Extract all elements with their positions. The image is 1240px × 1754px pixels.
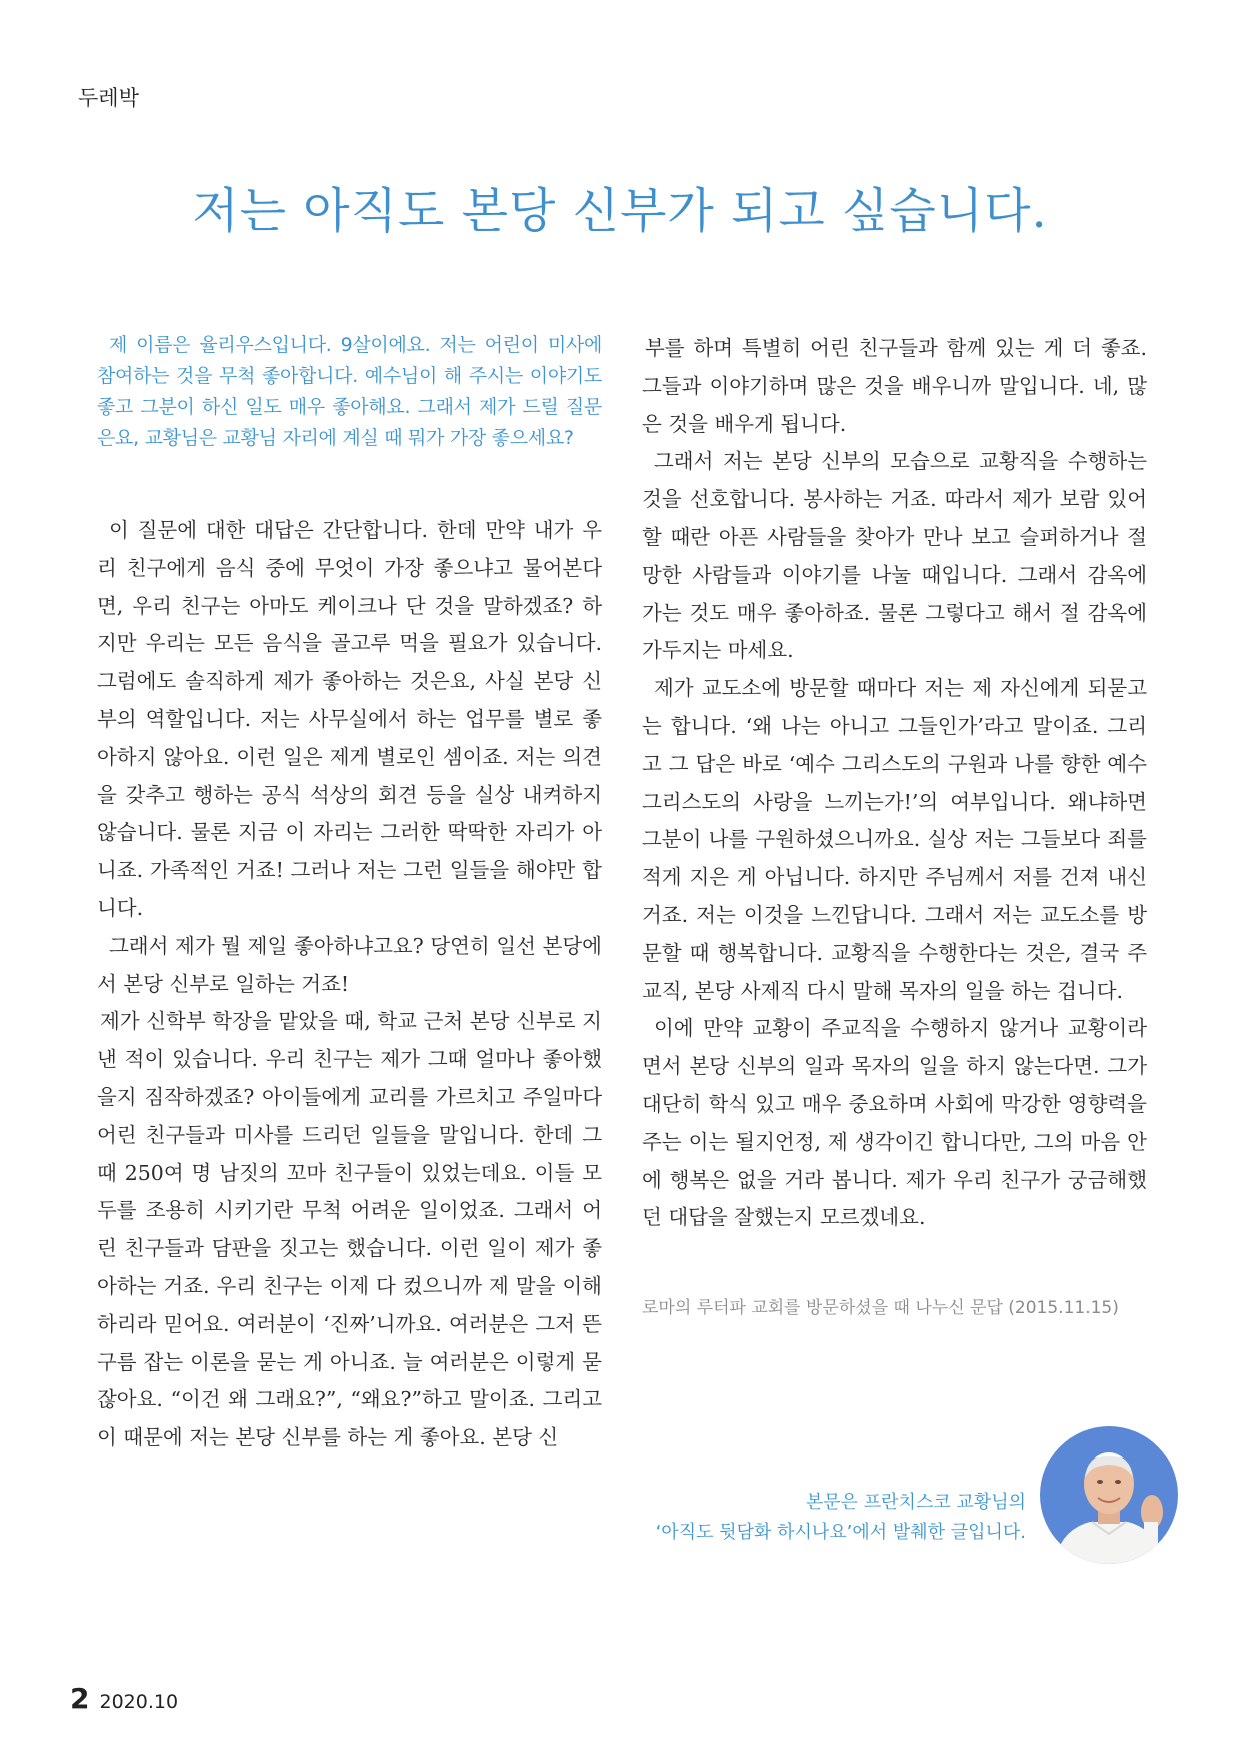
reader-question: 제 이름은 율리우스입니다. 9살이에요. 저는 어린이 미사에 참여하는 것을 무척 좋아합니다. 예수님이 해 주시는 이야기도 좋고 그분이 하신 일도 매우 좋아해요. 그래서 제가 드릴 질문은요, 교황님은 교황님 자리에 계실 때 뭐가 가장 좋으세요? — [97, 334, 602, 449]
credit-line: 본문은 프란치스코 교황님의 — [805, 1492, 1026, 1513]
section-label: 두레박 — [78, 86, 139, 110]
page-footer — [70, 1682, 178, 1715]
body-paragraph: 제가 교도소에 방문할 때마다 저는 제 자신에게 되묻고는 합니다. ‘왜 나는 아니고 그들인가’라고 말이죠. 그리고 그 답은 바로 ‘예수 그리스도의 구원과 나를 향한 예수 그리스도의 사랑을 느끼는가!’의 여부입니다. 왜냐하면 그분이 나를 구원하셨으니까요. 실상 저는 그들보다 죄를 적게 지은 게 아닙니다. 하지만 주님께서 저를 건져 내신 거죠. 저는 이것을 느낀답니다. 그래서 저는 교도소를 방문할 때 행복합니다. 교황직을 수행한다는 것은, 결국 주교직, 본당 사제직 다시 말해 목자의 일을 하는 겁니다. — [642, 676, 1147, 1003]
source-note: 로마의 루터파 교회를 방문하셨을 때 나누신 문답 (2015.11.15) — [642, 1298, 1119, 1319]
credit-line: ‘아직도 뒷담화 하시나요’에서 발췌한 글입니다. — [655, 1522, 1026, 1543]
credit-note — [656, 1488, 1026, 1548]
article-title: 저는 아직도 본당 신부가 되고 싶습니다. — [192, 183, 1048, 239]
portrait-illustration — [1040, 1426, 1178, 1564]
body-paragraph: 제가 신학부 학장을 맡았을 때, 학교 근처 본당 신부로 지낸 적이 있습니다. 우리 친구는 제가 그때 얼마나 좋아했을지 짐작하겠죠? 아이들에게 교리를 가르치고 주일마다 어린 친구들과 미사를 드리던 일들을 말입니다. 한데 그때 250여 명 남짓의 꼬마 친구들이 있었는데요. 이들 모두를 조용히 시키기란 무척 어려운 일이었죠. 그래서 어린 친구들과 담판을 짓고는 했습니다. 이런 일이 제가 좋아하는 거죠. 우리 친구는 이제 다 컸으니까 제 말을 이해하리라 믿어요. 여러분이 ‘진짜’니까요. 여러분은 그저 뜬구름 잡는 이론을 묻는 게 아니죠. 늘 여러분은 이렇게 묻잖아요. “이건 왜 그래요?”, “왜요?”하고 말이죠. 그리고 이 때문에 저는 본당 신부를 하는 게 좋아요. 본당 신 — [97, 1009, 602, 1450]
issue-date: 2020.10 — [99, 1691, 179, 1713]
left-column — [97, 330, 602, 1457]
body-paragraph: 그래서 제가 뭘 제일 좋아하냐고요? 당연히 일선 본당에서 본당 신부로 일하는 거죠! — [97, 933, 602, 996]
pope-portrait-image — [1040, 1426, 1178, 1564]
body-paragraph: 부를 하며 특별히 어린 친구들과 함께 있는 게 더 좋죠. 그들과 이야기하며 많은 것을 배우니까 말입니다. 네, 많은 것을 배우게 됩니다. — [642, 336, 1147, 436]
page-number: 2 — [70, 1682, 90, 1715]
right-column — [642, 330, 1147, 1318]
body-paragraph: 이에 만약 교황이 주교직을 수행하지 않거나 교황이라면서 본당 신부의 일과 목자의 일을 하지 않는다면. 그가 대단히 학식 있고 매우 중요하며 사회에 막강한 영향력을 주는 이는 될지언정, 제 생각이긴 합니다만, 그의 마음 안에 행복은 없을 거라 봅니다. 제가 우리 친구가 궁금해했던 대답을 잘했는지 모르겠네요. — [642, 1016, 1147, 1230]
body-paragraph: 이 질문에 대한 대답은 간단합니다. 한데 만약 내가 우리 친구에게 음식 중에 무엇이 가장 좋으냐고 물어본다면, 우리 친구는 아마도 케이크나 단 것을 말하겠죠? 하지만 우리는 모든 음식을 골고루 먹을 필요가 있습니다. 그럼에도 솔직하게 제가 좋아하는 것은요, 사실 본당 신부의 역할입니다. 저는 사무실에서 하는 업무를 별로 좋아하지 않아요. 이런 일은 제게 별로인 셈이죠. 저는 의견을 갖추고 행하는 공식 석상의 회견 등을 실상 내켜하지 않습니다. 물론 지금 이 자리는 그러한 딱딱한 자리가 아니죠. 가족적인 거죠! 그러나 저는 그런 일들을 해야만 합니다. — [97, 518, 602, 920]
body-paragraph: 그래서 저는 본당 신부의 모습으로 교황직을 수행하는 것을 선호합니다. 봉사하는 거죠. 따라서 제가 보람 있어 할 때란 아픈 사람들을 찾아가 만나 보고 슬퍼하거나 절망한 사람들과 이야기를 나눌 때입니다. 그래서 감옥에 가는 것도 매우 좋아하죠. 물론 그렇다고 해서 절 감옥에 가두지는 마세요. — [642, 449, 1147, 663]
